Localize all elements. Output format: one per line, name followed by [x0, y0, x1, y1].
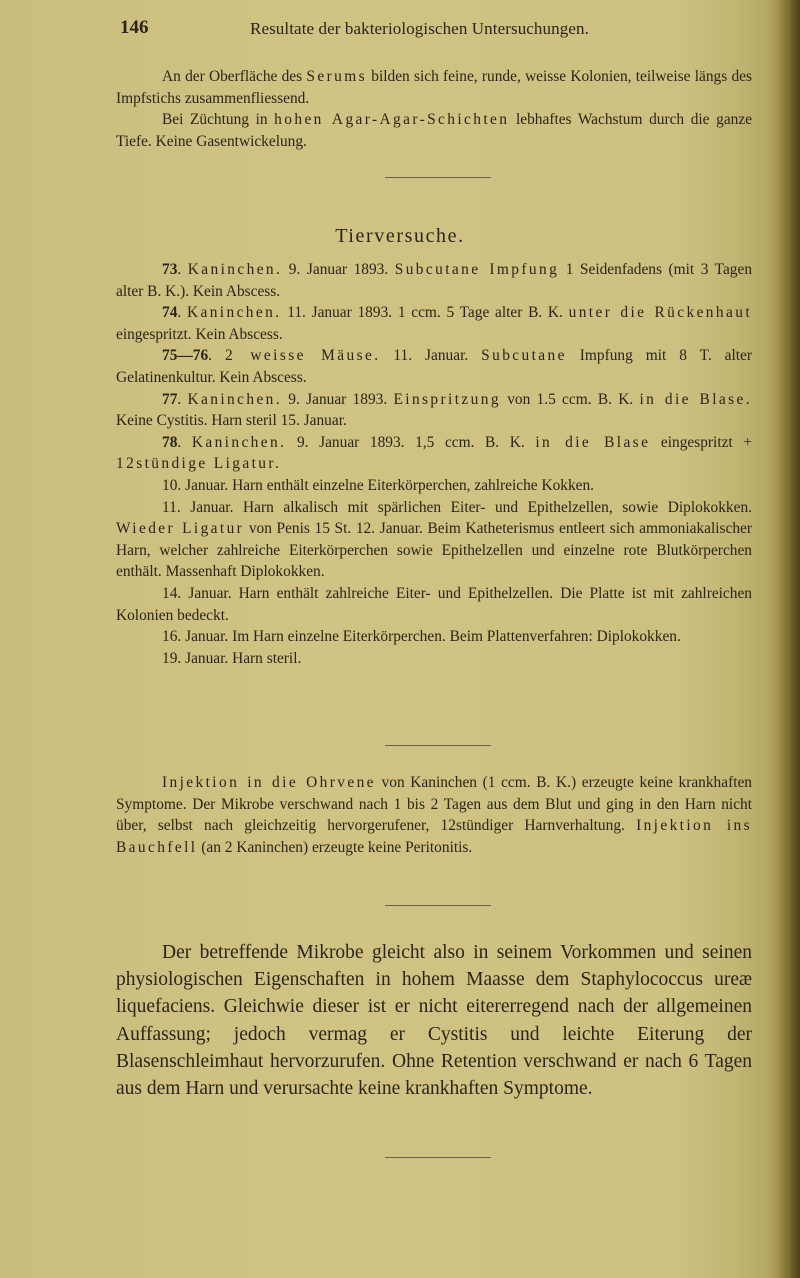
experiment-number: 77: [162, 390, 178, 408]
experiment-entry: 78. Kaninchen. 9. Januar 1893. 1,5 ccm. B. K. in die Blase eingespritzt + 12stündige Ligatur.: [116, 433, 752, 473]
text: 1 Seidenfadens (mit 3 Tagen alter B. K.). Kein Abscess.: [116, 261, 753, 300]
experiment-number: 74: [162, 304, 178, 322]
section-divider: [385, 905, 491, 906]
emphasis-text: Injektion ins Bauchfell: [116, 817, 752, 856]
emphasis-text: unter die Rückenhaut: [568, 304, 752, 322]
animal-label: Kaninchen.: [187, 390, 283, 408]
text: eingespritzt. Kein Abscess.: [116, 325, 283, 343]
followup-entry: 14. Januar. Harn enthält zahlreiche Eiter- und Epithelzellen. Die Platte ist mit zahlreichen Kolonien bedeckt.: [116, 584, 752, 624]
experiments-section: [116, 259, 752, 669]
emphasis-text: Subcutane Impfung: [394, 261, 560, 278]
text: Bei Züchtung in: [162, 111, 275, 129]
intro-paragraph-agar: [116, 109, 752, 152]
section-divider: [385, 1157, 491, 1158]
page-number: 146: [120, 17, 149, 38]
text: 11. Januar. Harn alkalisch mit spärlichen Eiter- und Epithelzellen, sowie Diplokokken.: [162, 498, 752, 516]
page-header: [120, 17, 740, 43]
emphasis-text: in die Blase: [535, 433, 651, 451]
experiment-entry: 75—76. 2 weisse Mäuse. 11. Januar. Subcutane Impfung mit 8 T. alter Gelatinenkultur. Kein Abscess.: [116, 347, 752, 386]
animal-label: 2 weisse Mäuse.: [224, 347, 381, 365]
experiment-number: 73: [162, 261, 178, 278]
running-title: Resultate der bakteriologischen Untersuchungen.: [250, 19, 589, 38]
experiment-number: 75—76: [162, 347, 209, 365]
injection-section: [116, 772, 752, 858]
text: Keine Cystitis. Harn steril 15. Januar.: [116, 412, 347, 430]
text: lebhaftes Wachstum durch die ganze Tiefe. Keine Gasentwickelung.: [116, 111, 753, 150]
book-spine-shadow: [778, 0, 800, 1278]
intro-section: [116, 66, 752, 152]
text: von 1.5 ccm. B. K.: [500, 390, 640, 408]
text: 11. Januar 1893. 1 ccm. 5 Tage alter B. K.: [281, 304, 569, 322]
intro-paragraph-serum: [116, 66, 752, 109]
text: von Kaninchen (1 ccm. B. K.) erzeugte keine krankhaften Symptome. Der Mikrobe verschwand nach 1 bis 2 Tagen aus dem Blut und ging in den Harn nicht über, selbst nach gleichzeitig hervorgerufener, 12stündiger Harnverhaltung.: [116, 774, 752, 835]
text: eingespritzt +: [650, 433, 752, 451]
text: 11. Januar.: [380, 347, 482, 365]
emphasis-text: Serums: [306, 68, 367, 85]
emphasis-text: in die Blase.: [639, 390, 752, 408]
experiment-number: 78: [162, 433, 178, 451]
animal-label: Kaninchen.: [191, 433, 287, 451]
emphasis-text: Wieder Ligatur: [116, 520, 245, 538]
injection-paragraph: [116, 772, 752, 858]
section-title: Tierversuche.: [335, 225, 465, 247]
text: 9. Januar 1893.: [282, 261, 395, 278]
emphasis-text: 12stündige Ligatur.: [116, 455, 282, 473]
text: von Penis 15 St. 12. Januar. Beim Katheterismus entleert sich ammoniakalischer Harn, welcher zahlreiche Eiterkörperchen sowie Epithelzellen und einzelne rote Blutkörperchen enthält. Massenhaft Diplokokken.: [116, 520, 752, 581]
section-divider: [385, 177, 491, 178]
followup-entry: 19. Januar. Harn steril.: [162, 649, 302, 667]
animal-label: Kaninchen.: [187, 261, 283, 278]
animal-label: Kaninchen.: [186, 304, 282, 322]
text: 9. Januar 1893. 1,5 ccm. B. K.: [286, 433, 536, 451]
emphasis-text: Einspritzung: [393, 390, 501, 408]
section-divider: [385, 745, 491, 746]
experiment-entry: 77. Kaninchen. 9. Januar 1893. Einspritzung von 1.5 ccm. B. K. in die Blase. Keine Cystitis. Harn steril 15. Januar.: [116, 390, 752, 430]
experiment-entry: 74. Kaninchen. 11. Januar 1893. 1 ccm. 5 Tage alter B. K. unter die Rückenhaut eingespritzt. Kein Abscess.: [116, 304, 752, 343]
conclusion-section: [116, 939, 752, 1102]
text: An der Oberfläche des: [162, 68, 307, 85]
emphasis-text: Subcutane: [481, 347, 567, 365]
followup-entry: 10. Januar. Harn enthält einzelne Eiterkörperchen, zahlreiche Kokken.: [162, 476, 595, 494]
conclusion-paragraph: Der betreffende Mikrobe gleicht also in seinem Vorkommen und seinen physiologischen Eigenschaften in hohem Maasse dem Staphylococcus ureæ liquefaciens. Gleichwie dieser ist er nicht eitererregend nach der allgemeinen Auffassung; jedoch vermag er Cystitis und leichte Eiterung der Blasenschleimhaut hervorzurufen. Ohne Retention verschwand er nach 6 Tagen aus dem Harn und verursachte keine krankhaften Symptome.: [116, 942, 752, 1100]
text: 9. Januar 1893.: [282, 390, 394, 408]
text: Impfung mit 8 T. alter Gelatinenkultur. Kein Abscess.: [116, 347, 752, 386]
text: (an 2 Kaninchen) erzeugte keine Peritonitis.: [197, 838, 473, 856]
text: bilden sich feine, runde, weisse Kolonien, teilweise längs des Impfstichs zusammenfliessend.: [116, 68, 752, 107]
emphasis-text: Injektion in die Ohrvene: [162, 774, 376, 791]
followup-entry: [116, 497, 752, 583]
followup-entry: 16. Januar. Im Harn einzelne Eiterkörperchen. Beim Plattenverfahren: Diplokokken.: [162, 628, 681, 646]
experiment-entry: 73. Kaninchen. 9. Januar 1893. Subcutane Impfung 1 Seidenfadens (mit 3 Tagen alter B. K.). Kein Abscess.: [116, 261, 753, 300]
emphasis-text: hohen Agar-Agar-Schichten: [274, 111, 510, 129]
